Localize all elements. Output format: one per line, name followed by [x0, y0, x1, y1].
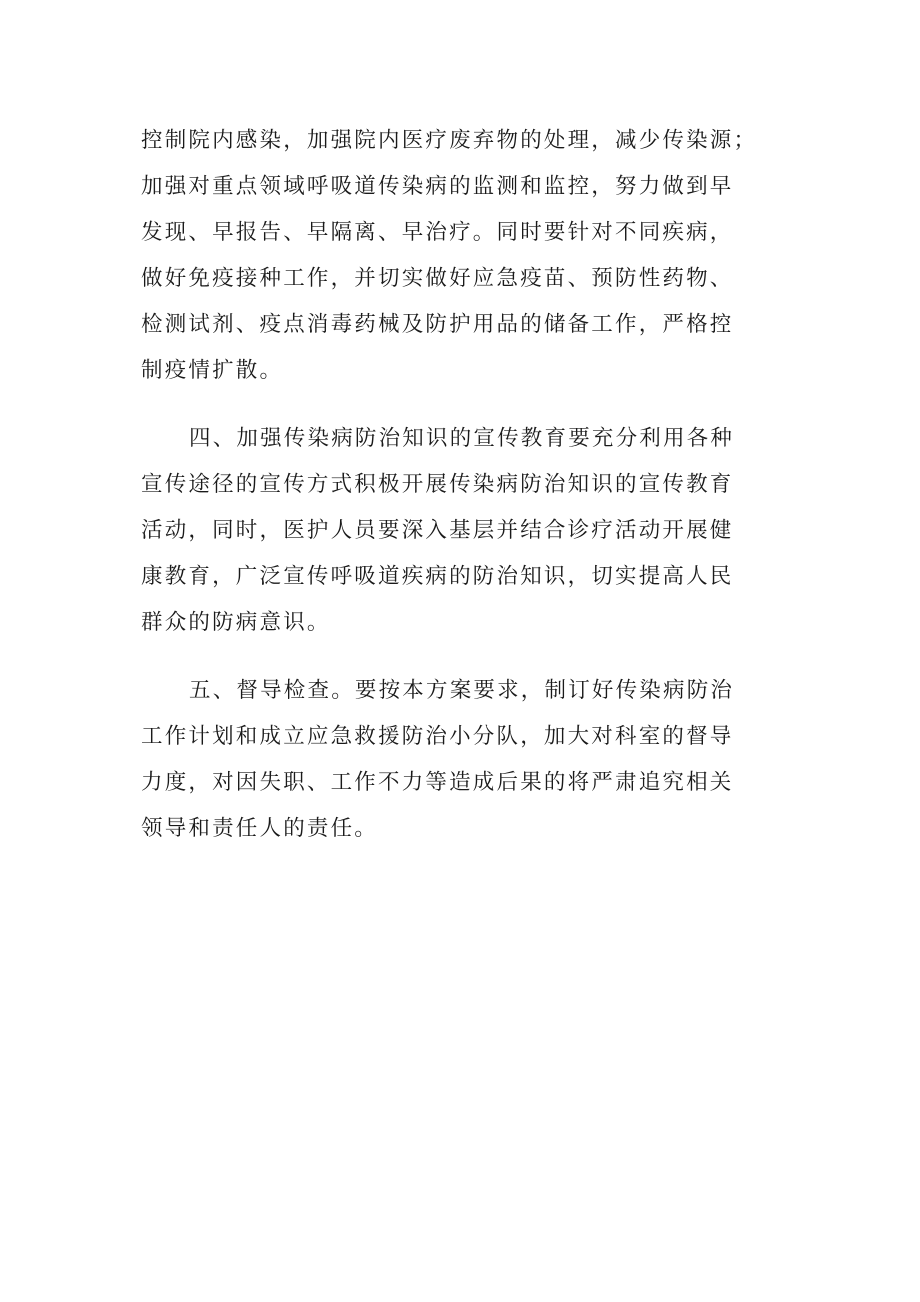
text-line: 检测试剂、疫点消毒药械及防护用品的储备工作，严格控 — [141, 312, 734, 337]
paragraph-section-four — [141, 416, 781, 646]
text-line: 活动，同时，医护人员要深入基层并结合诊疗活动开展健 — [141, 518, 734, 543]
text-line: 制疫情扩散。 — [141, 358, 284, 383]
text-line: 控制院内感染，加强院内医疗废弃物的处理，减少传染源； — [141, 128, 758, 153]
text-line: 工作计划和成立应急救援防治小分队，加大对科室的督导 — [141, 724, 734, 749]
text-line: 宣传途径的宣传方式积极开展传染病防治知识的宣传教育 — [141, 472, 734, 497]
text-line: 发现、早报告、早隔离、早治疗。同时要针对不同疾病， — [141, 220, 734, 245]
paragraph-infection-control — [141, 118, 781, 394]
paragraph-section-five — [141, 668, 781, 852]
text-line: 领导和责任人的责任。 — [141, 816, 379, 841]
text-line: 做好免疫接种工作，并切实做好应急疫苗、预防性药物、 — [141, 266, 734, 291]
document-body — [141, 118, 781, 874]
text-line: 四、加强传染病防治知识的宣传教育要充分利用各种 — [189, 426, 735, 451]
text-line: 群众的防病意识。 — [141, 610, 331, 635]
text-line: 五、督导检查。要按本方案要求，制订好传染病防治 — [189, 678, 735, 703]
text-line: 康教育，广泛宣传呼吸道疾病的防治知识，切实提高人民 — [141, 564, 734, 589]
text-line: 力度，对因失职、工作不力等造成后果的将严肃追究相关 — [141, 770, 734, 795]
text-line: 加强对重点领域呼吸道传染病的监测和监控，努力做到早 — [141, 174, 734, 199]
